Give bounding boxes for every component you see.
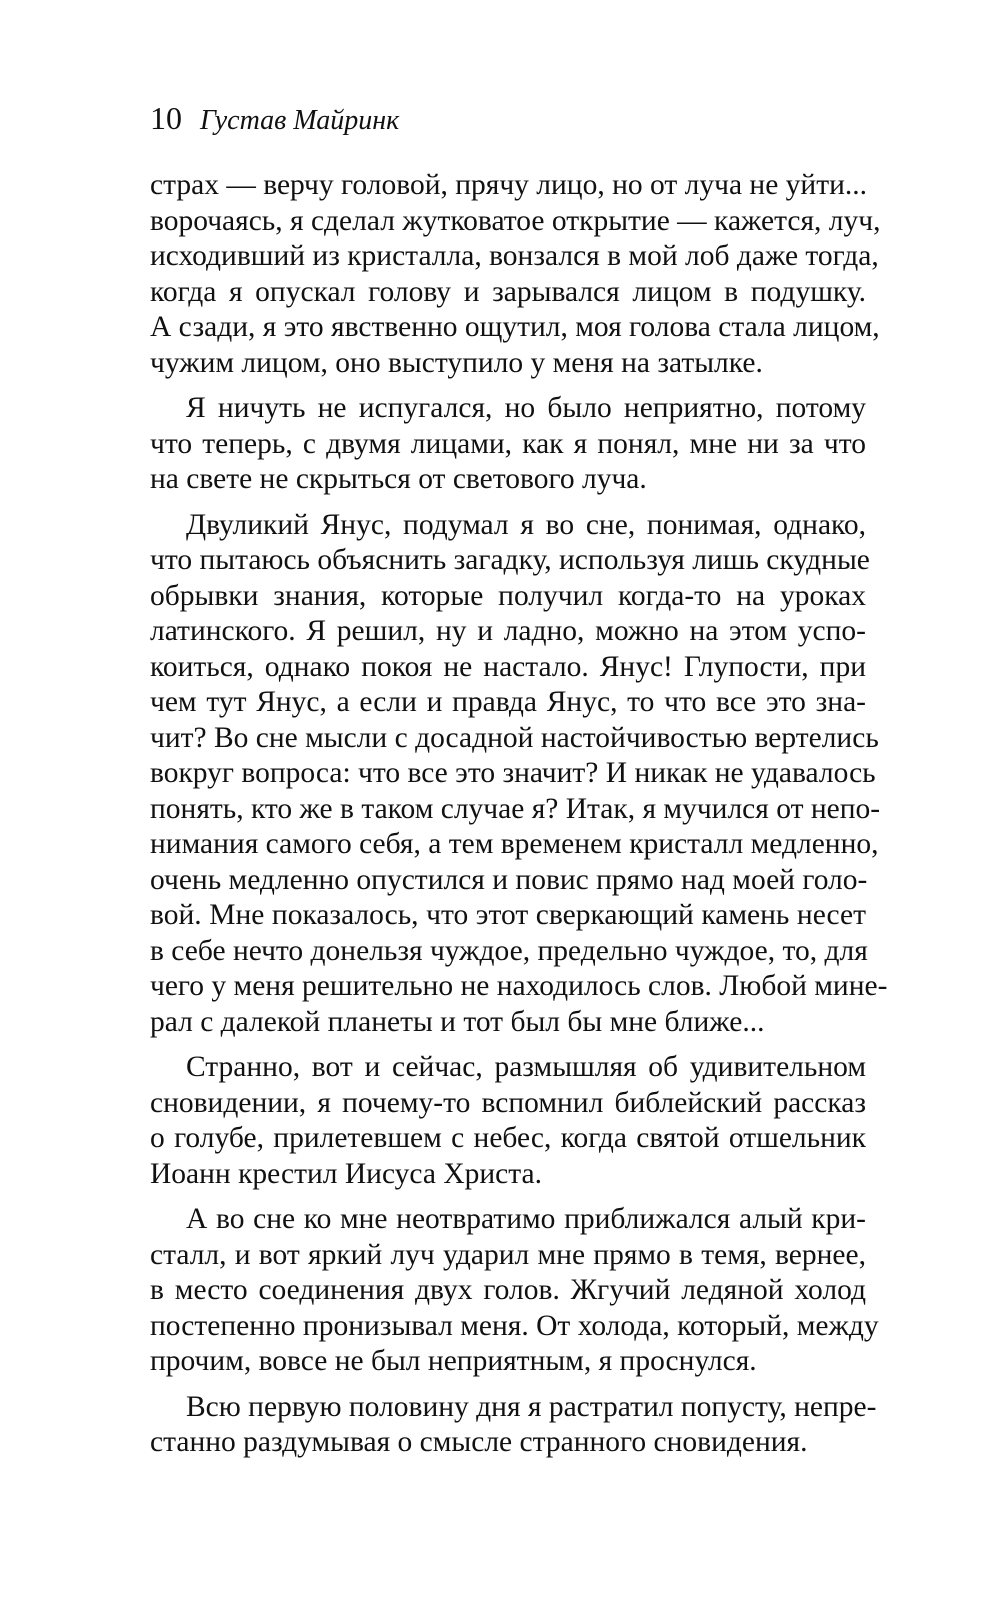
text-line: очень медленно опустился и повис прямо над моей голо-	[150, 863, 868, 896]
text-line: Я ничуть не испугался, но было неприятно, потому	[186, 392, 866, 424]
text-line: о голубе, прилетевшем с небес, когда святой отшельник	[150, 1122, 866, 1154]
text-line: коиться, однако покоя не настало. Янус! Глупости, при	[150, 650, 866, 683]
text-line: понять, кто же в таком случае я? Итак, я мучился от непо-	[150, 792, 881, 825]
text-line: А сзади, я это явственно ощутил, моя голова стала лицом,	[150, 311, 880, 343]
paragraph	[150, 1390, 877, 1461]
body-text	[150, 168, 888, 1461]
running-head-author: Густав Майринк	[200, 105, 400, 136]
text-line: вокруг вопроса: что все это значит? И никак не удавалось	[150, 757, 876, 789]
text-line: на свете не скрыться от светового луча.	[150, 463, 647, 495]
text-line: ворочаясь, я сделал жутковатое открытие — кажется, луч,	[150, 204, 881, 237]
text-line: чит? Во сне мысли с досадной настойчивостью вертелись	[150, 721, 879, 754]
text-line: Всю первую половину дня я растратил попусту, непре-	[186, 1390, 877, 1423]
paragraph	[150, 168, 881, 381]
text-line: чужим лицом, оно выступило у меня на затылке.	[150, 346, 763, 379]
text-line: Иоанн крестил Иисуса Христа.	[150, 1157, 542, 1190]
text-line: сновидении, я почему-то вспомнил библейский рассказ	[150, 1086, 866, 1119]
text-line: что теперь, с двумя лицами, как я понял, мне ни за что	[150, 427, 866, 460]
text-line: Странно, вот и сейчас, размышляя об удивительном	[186, 1051, 866, 1083]
text-line: что пытаюсь объяснить загадку, используя лишь скудные	[150, 544, 870, 576]
text-line: исходивший из кристалла, вонзался в мой лоб даже тогда,	[150, 240, 879, 272]
text-line: А во сне ко мне неотвратимо приближался алый кри-	[186, 1203, 866, 1235]
text-line: в себе нечто донельзя чуждое, предельно чуждое, то, для	[150, 934, 868, 967]
paragraph	[150, 508, 888, 1041]
running-head	[150, 98, 399, 138]
text-line: станно раздумывая о смысле странного сновидения.	[150, 1426, 808, 1458]
text-line: латинского. Я решил, ну и ладно, можно на этом успо-	[150, 615, 866, 647]
text-line: чем тут Янус, а если и правда Янус, то что все это зна-	[150, 686, 866, 718]
text-line: сталл, и вот яркий луч ударил мне прямо в темя, вернее,	[150, 1238, 866, 1271]
text-line: вой. Мне показалось, что этот сверкающий камень несет	[150, 899, 866, 931]
text-line: рал с далекой планеты и тот был бы мне ближе...	[150, 1005, 765, 1038]
paragraph	[150, 1050, 866, 1192]
text-line: страх — верчу головой, прячу лицо, но от луча не уйти...	[150, 169, 868, 201]
text-line: Двуликий Янус, подумал я во сне, понимая, однако,	[186, 508, 866, 541]
text-line: чего у меня решительно не находилось слов. Любой мине-	[150, 970, 888, 1002]
page-number: 10	[150, 100, 182, 136]
text-line: когда я опускал голову и зарывался лицом в подушку.	[150, 275, 866, 308]
text-line: в место соединения двух голов. Жгучий ледяной холод	[150, 1274, 866, 1306]
text-line: прочим, вовсе не был неприятным, я проснулся.	[150, 1345, 757, 1377]
paragraph	[150, 391, 866, 498]
paragraph	[150, 1202, 879, 1380]
text-line: постепенно пронизывал меня. От холода, который, между	[150, 1309, 879, 1342]
text-line: нимания самого себя, а тем временем кристалл медленно,	[150, 828, 879, 860]
text-line: обрывки знания, которые получил когда-то на уроках	[150, 579, 866, 612]
